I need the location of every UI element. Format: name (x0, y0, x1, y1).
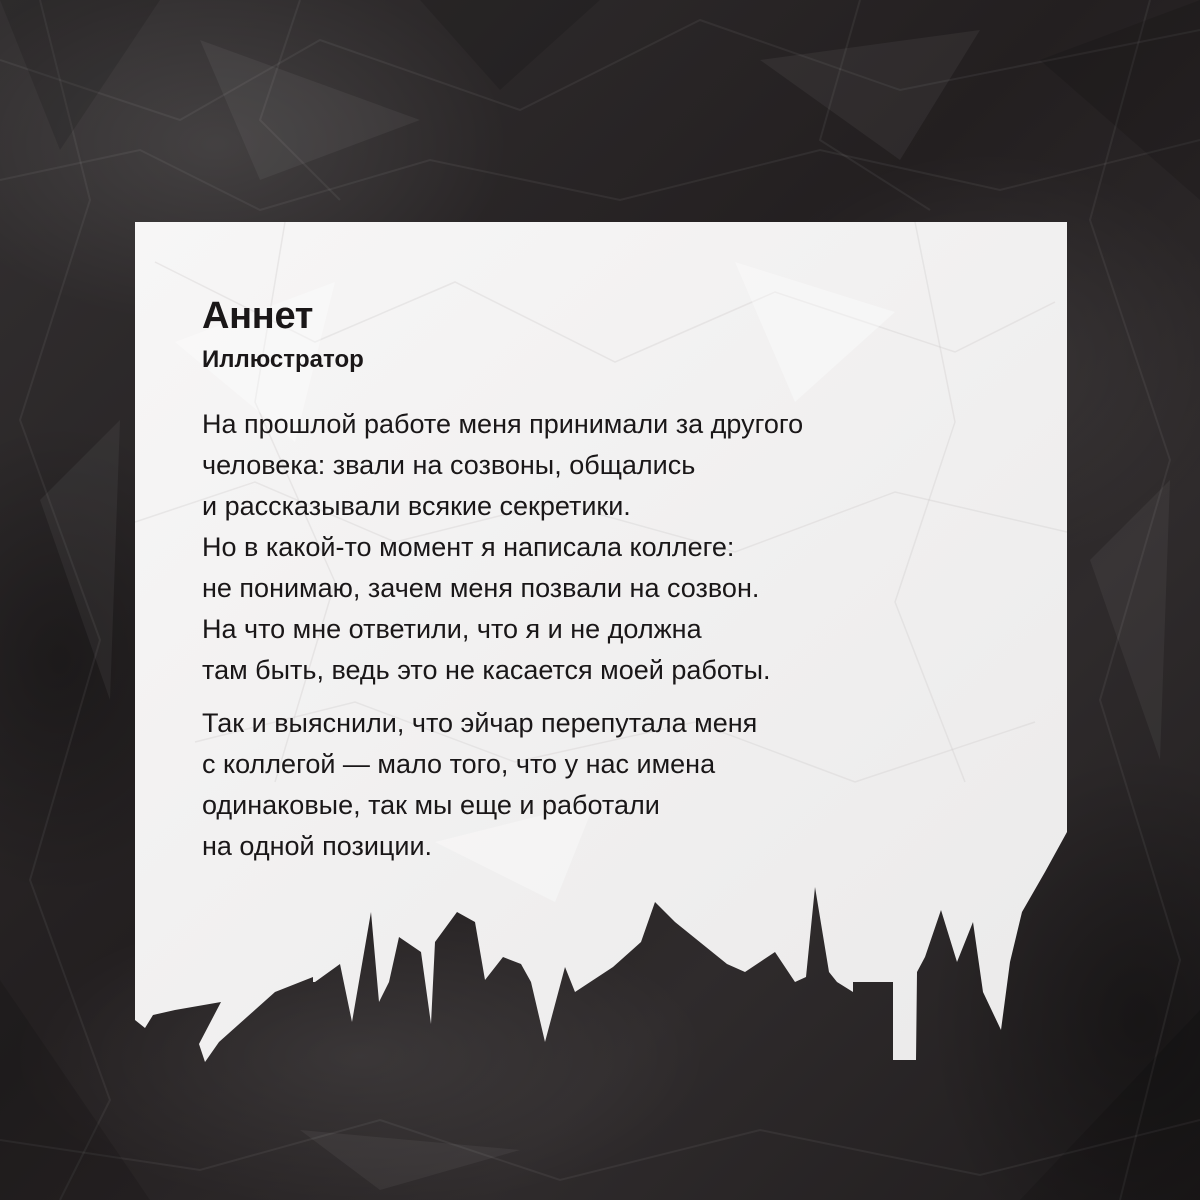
story-line: и рассказывали всякие секретики. (202, 491, 631, 521)
story-line: Но в какой-то момент я написала коллеге: (202, 532, 735, 562)
person-role: Иллюстратор (202, 346, 364, 373)
story-line: с коллегой — мало того, что у нас имена (202, 749, 716, 779)
quote-card (135, 222, 1067, 1110)
story-line: там быть, ведь это не касается моей работы. (202, 655, 771, 685)
story-paragraph-2 (202, 703, 1002, 867)
story-line: Так и выяснили, что эйчар перепутала меня (202, 708, 758, 738)
story-line: на одной позиции. (202, 831, 433, 861)
story-line: не понимаю, зачем меня позвали на созвон. (202, 573, 760, 603)
story-paragraph-1 (202, 404, 1002, 691)
story-line: На что мне ответили, что я и не должна (202, 614, 702, 644)
person-name: Аннет (202, 295, 314, 337)
story-line: человека: звали на созвоны, общались (202, 450, 696, 480)
card-text (202, 292, 1002, 867)
story-line: одинаковые, так мы еще и работали (202, 790, 660, 820)
story-line: На прошлой работе меня принимали за другого (202, 409, 804, 439)
